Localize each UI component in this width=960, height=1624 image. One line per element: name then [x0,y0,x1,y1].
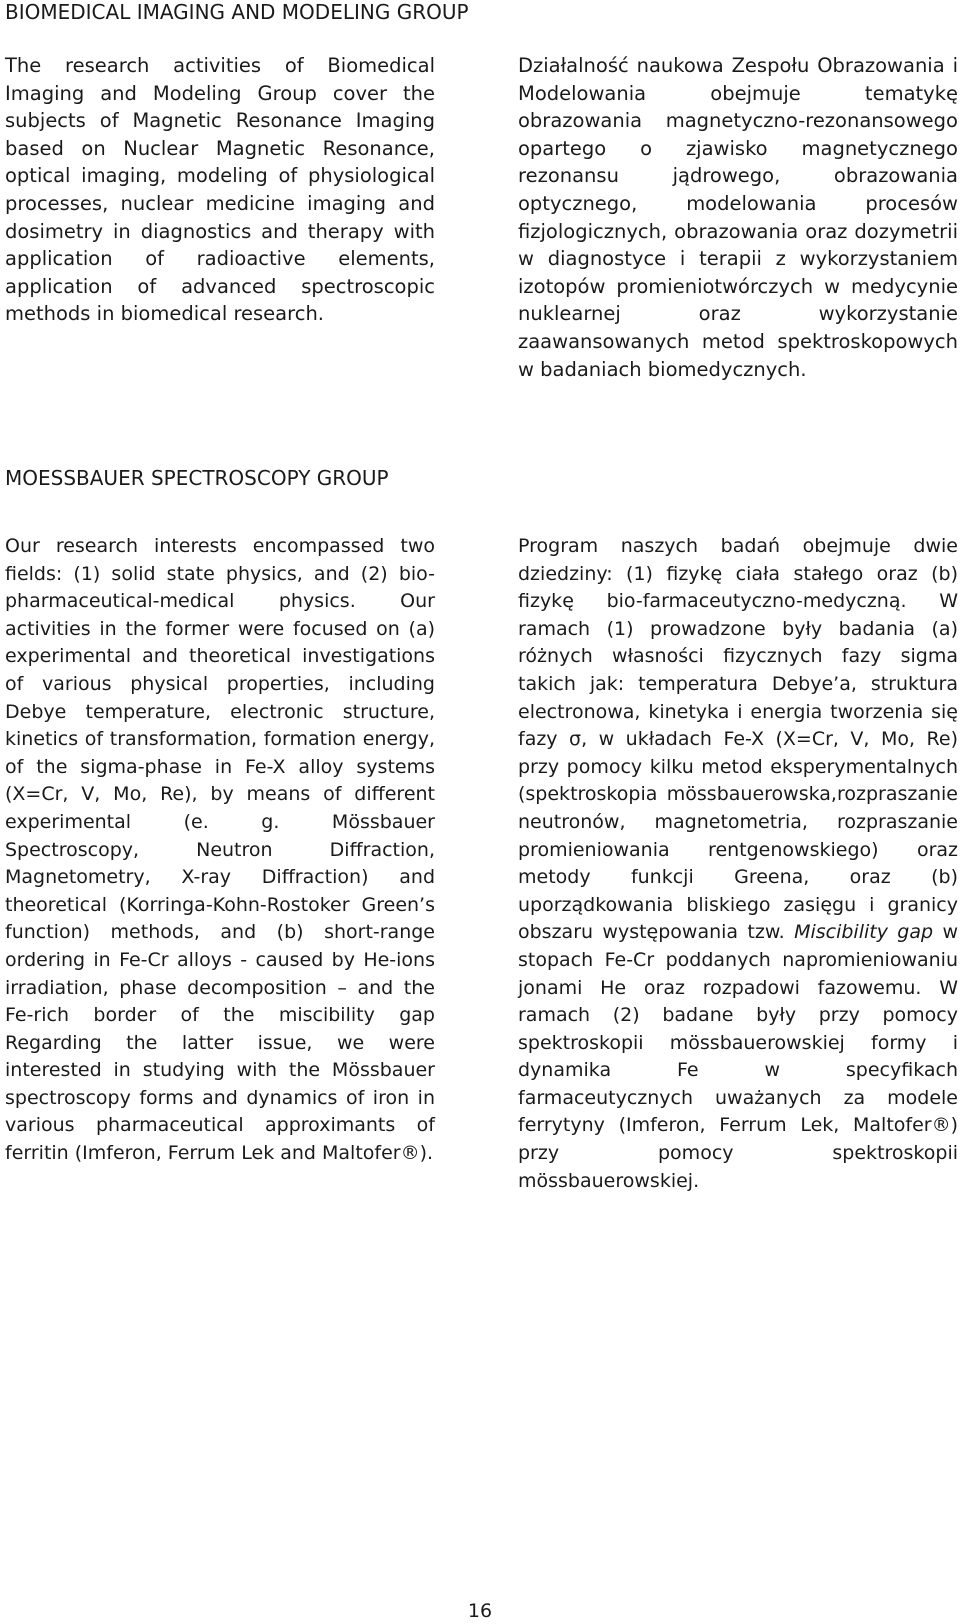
moessbauer-english-text: Our research interests encompassed two fields: (1) solid state physics, and (2) bio-pharmaceutical-medical physics. Our activities in the former were focused on (a) experimental and theoretical investigations of various physical properties, including Debye temperature, electronic structure, kinetics of transformation, formation energy, of the sigma-phase in Fe-X alloy systems (X=Cr, V, Mo, Re), by means of different experimental (e. g. Mössbauer Spectroscopy, Neutron Diffraction, Magnetometry, X-ray Diffraction) and theoretical (Korringa-Kohn-Rostoker Green’s function) methods, and (b) short-range ordering in Fe-Cr alloys - caused by He-ions irradiation, phase decomposition – and the Fe-rich border of the miscibility gap Regarding the latter issue, we were interested in studying with the Mössbauer spectroscopy forms and dynamics of iron in various pharmaceutical approximants of ferritin (Imferon, Ferrum Lek and Maltofer®). [5,535,435,1165]
biomedical-polish-text: Działalność naukowa Zespołu Obrazowania i Modelowania obejmuje tematykę obrazowania magnetyczno-rezonansowego opartego o zjawisko magnetycznego rezonansu jądrowego, obrazowania optycznego, modelowania procesów fizjologicznych, obrazowania oraz dozymetrii w diagnostyce i terapii z wykorzystaniem izotopów promieniotwórczych w medycynie nuklearnej oraz wykorzystanie zaawansowanych metod spektroskopowych w badaniach biomedycznych. [518,54,958,381]
page-number: 16 [467,1600,493,1622]
moessbauer-polish-text [518,533,958,1195]
biomedical-group-heading: BIOMEDICAL IMAGING AND MODELING GROUP [5,0,469,24]
moessbauer-polish-text-end: w stopach Fe-Cr poddanych napromieniowaniu jonami He oraz rozpadowi fazowemu. W ramach (2) badane były przy pomocy spektroskopii mössbauerowskiej formy i dynamika Fe w specyfikach farmaceutycznych uważanych za modele ferrytyny (Imferon, Ferrum Lek, Maltofer®) przy pomocy spektroskopii mössbauerowskiej. [518,921,958,1192]
miscibility-gap-term: Miscibility gap [794,921,934,944]
moessbauer-polish-text-start: Program naszych badań obejmuje dwie dziedziny: (1) fizykę ciała stałego oraz (b) fizykę bio-farmaceutyczno-medyczną. W ramach (1) prowadzone były badania (a) różnych własności fizycznych fazy sigma takich jak: temperatura Debye’a, struktura electronowa, kinetyka i energia tworzenia się fazy σ, w układach Fe-X (X=Cr, V, Mo, Re) przy pomocy kilku metod eksperymentalnych (spektroskopia mössbauerowska,rozpraszanie neutronów, magnetometria, rozpraszanie promieniowania rentgenowskiego) oraz metody funkcji Greena, oraz (b) uporządkowania bliskiego zasięgu i granicy obszaru występowania tzw. [518,535,958,944]
biomedical-english-text: The research activities of Biomedical Imaging and Modeling Group cover the subjects of Magnetic Resonance Imaging based on Nuclear Magnetic Resonance, optical imaging, modeling of physiological processes, nuclear medicine imaging and dosimetry in diagnostics and therapy with application of radioactive elements, application of advanced spectroscopic methods in biomedical research. [5,54,435,326]
moessbauer-group-heading: MOESSBAUER SPECTROSCOPY GROUP [5,466,389,490]
